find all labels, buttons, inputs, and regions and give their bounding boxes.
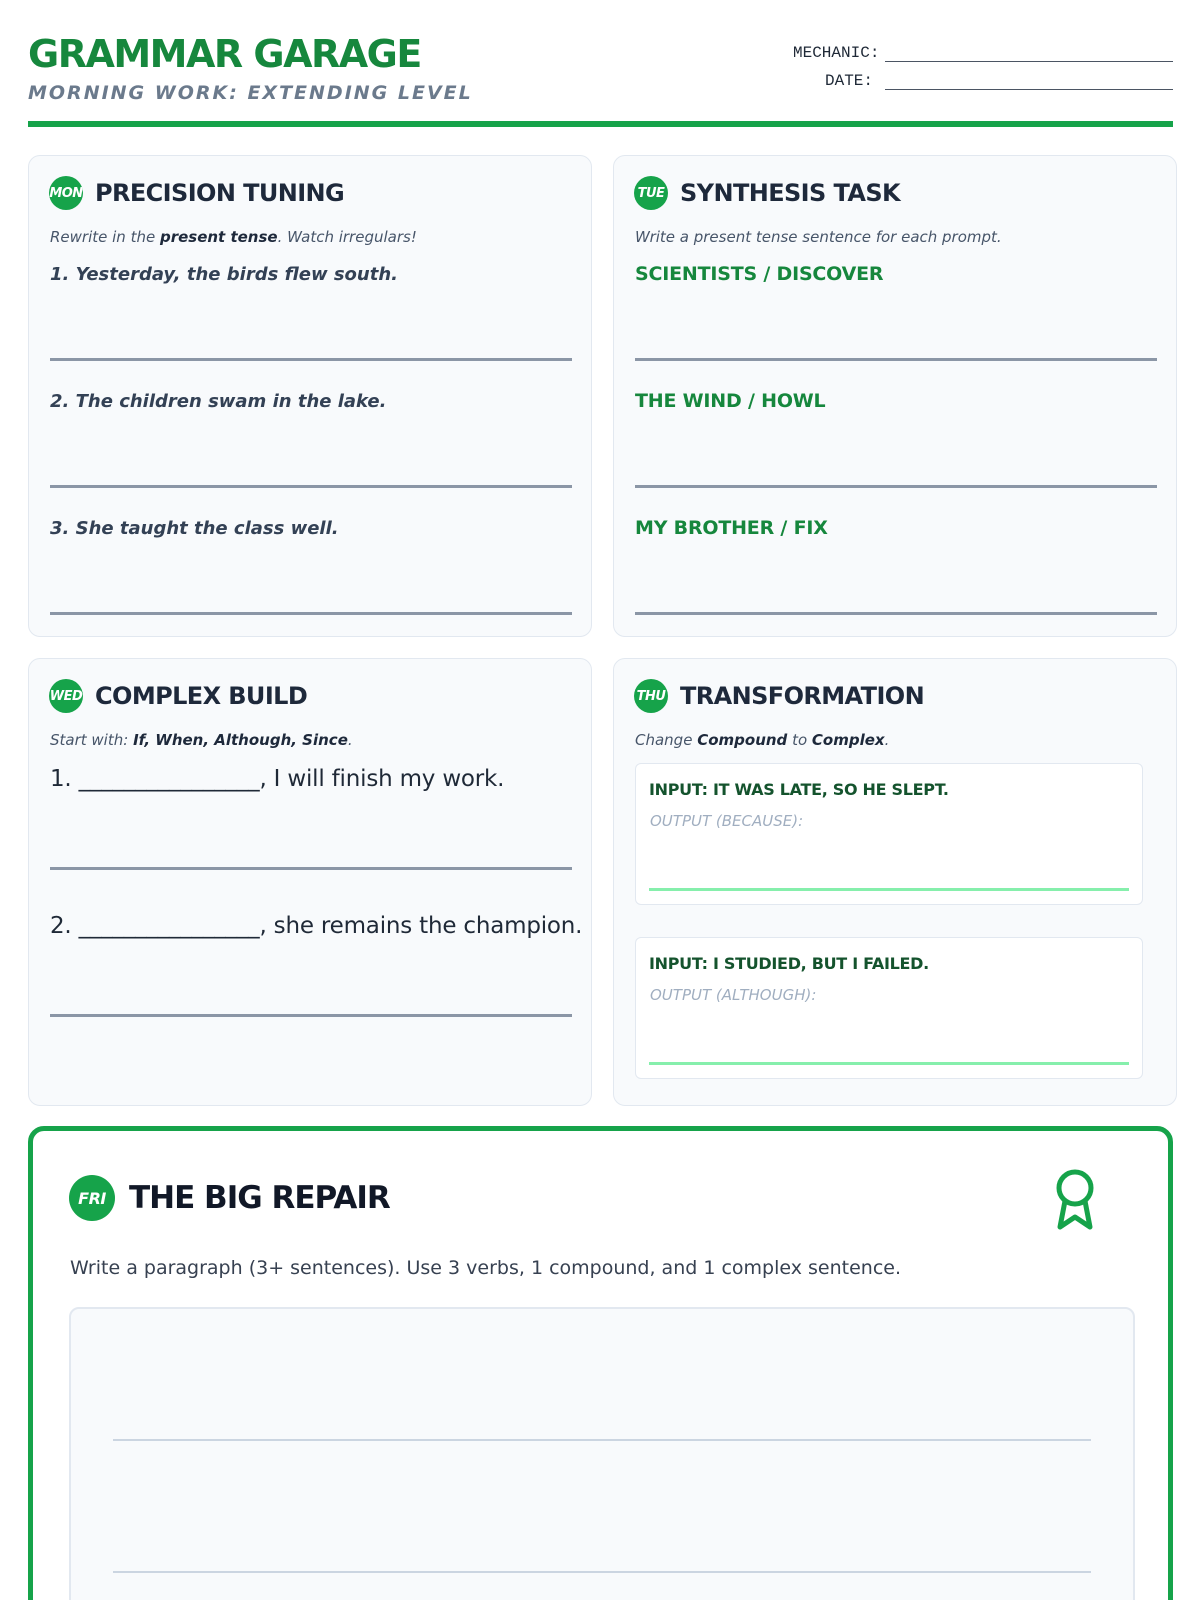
friday-card-head [69, 1175, 390, 1221]
tuesday-card-head [634, 176, 900, 210]
friday-instruction: Write a paragraph (3+ sentences). Use 3 verbs, 1 compound, and 1 complex sentence. [70, 1257, 902, 1279]
monday-instruction-pre: Rewrite in the [50, 228, 160, 246]
wednesday-instruction-pre: Start with: [50, 731, 134, 749]
monday-instruction-post: . Watch irregulars! [277, 228, 417, 246]
transform-output-line-2[interactable] [649, 1062, 1129, 1065]
wednesday-item-1: 1. ________________, I will finish my work. [50, 766, 505, 792]
tuesday-title: SYNTHESIS TASK [680, 179, 901, 207]
monday-answer-line-3[interactable] [50, 612, 572, 615]
date-field [793, 68, 1173, 90]
day-badge-tue: TUE [634, 176, 668, 210]
wednesday-title: COMPLEX BUILD [95, 682, 308, 710]
monday-card [28, 155, 592, 637]
header-divider [28, 121, 1173, 127]
thursday-instruction-bold-1: Compound [697, 731, 788, 749]
wednesday-answer-line-2[interactable] [50, 1014, 572, 1017]
thursday-instruction-bold-2: Complex [811, 731, 885, 749]
wednesday-item-2: 2. ________________, she remains the champion. [50, 913, 583, 939]
award-ribbon-icon [1054, 1167, 1096, 1236]
tuesday-answer-line-3[interactable] [635, 612, 1157, 615]
transform-input-2: INPUT: I STUDIED, BUT I FAILED. [649, 954, 929, 973]
tuesday-prompt-2: THE WIND / HOWL [635, 390, 826, 412]
day-badge-thu: THU [634, 679, 668, 713]
thursday-card [613, 658, 1177, 1106]
wednesday-instruction-post: . [347, 731, 353, 749]
tuesday-answer-line-1[interactable] [635, 358, 1157, 361]
worksheet-header [28, 28, 1173, 128]
day-badge-fri: FRI [69, 1175, 115, 1221]
transform-output-label-1: OUTPUT (BECAUSE): [650, 812, 804, 830]
monday-item-2: 2. The children swam in the lake. [50, 391, 387, 412]
day-badge-wed: WED [49, 679, 83, 713]
transform-task-1 [635, 763, 1143, 905]
write-line [113, 1439, 1091, 1441]
wednesday-instruction-bold: If, When, Although, Since [133, 731, 348, 749]
thursday-instruction-mid: to [787, 731, 812, 749]
worksheet-title: GRAMMAR GARAGE [28, 32, 421, 76]
worksheet-subtitle: MORNING WORK: EXTENDING LEVEL [28, 82, 473, 104]
transform-input-1: INPUT: IT WAS LATE, SO HE SLEPT. [649, 780, 949, 799]
day-badge-mon: MON [49, 176, 83, 210]
tuesday-prompt-1: SCIENTISTS / DISCOVER [635, 263, 884, 285]
friday-card [28, 1126, 1173, 1600]
paragraph-write-area[interactable] [69, 1307, 1135, 1600]
monday-item-3: 3. She taught the class well. [50, 518, 339, 539]
wednesday-answer-line-1[interactable] [50, 867, 572, 870]
mechanic-field [793, 40, 1173, 62]
tuesday-card [613, 155, 1177, 637]
wednesday-card-head [49, 679, 307, 713]
thursday-card-head [634, 679, 924, 713]
tuesday-answer-line-2[interactable] [635, 485, 1157, 488]
wednesday-instruction [50, 731, 353, 749]
transform-output-line-1[interactable] [649, 888, 1129, 891]
thursday-instruction-pre: Change [635, 731, 698, 749]
mechanic-write-line[interactable] [885, 46, 1173, 62]
monday-instruction [50, 228, 417, 246]
wednesday-card [28, 658, 592, 1106]
monday-instruction-bold: present tense [159, 228, 278, 246]
thursday-instruction-post: . [884, 731, 890, 749]
monday-card-head [49, 176, 344, 210]
monday-item-1: 1. Yesterday, the birds flew south. [50, 264, 398, 285]
tuesday-prompt-3: MY BROTHER / FIX [635, 517, 828, 539]
date-label: DATE: [824, 72, 873, 90]
write-line [113, 1571, 1091, 1573]
thursday-instruction [635, 731, 889, 749]
date-write-line[interactable] [885, 74, 1173, 90]
friday-title: THE BIG REPAIR [129, 1180, 390, 1216]
tuesday-instruction: Write a present tense sentence for each prompt. [635, 228, 1002, 246]
transform-output-label-2: OUTPUT (ALTHOUGH): [650, 986, 817, 1004]
transform-task-2 [635, 937, 1143, 1079]
monday-answer-line-2[interactable] [50, 485, 572, 488]
mechanic-label: MECHANIC: [793, 44, 880, 62]
thursday-title: TRANSFORMATION [680, 682, 925, 710]
monday-title: PRECISION TUNING [95, 179, 345, 207]
monday-answer-line-1[interactable] [50, 358, 572, 361]
